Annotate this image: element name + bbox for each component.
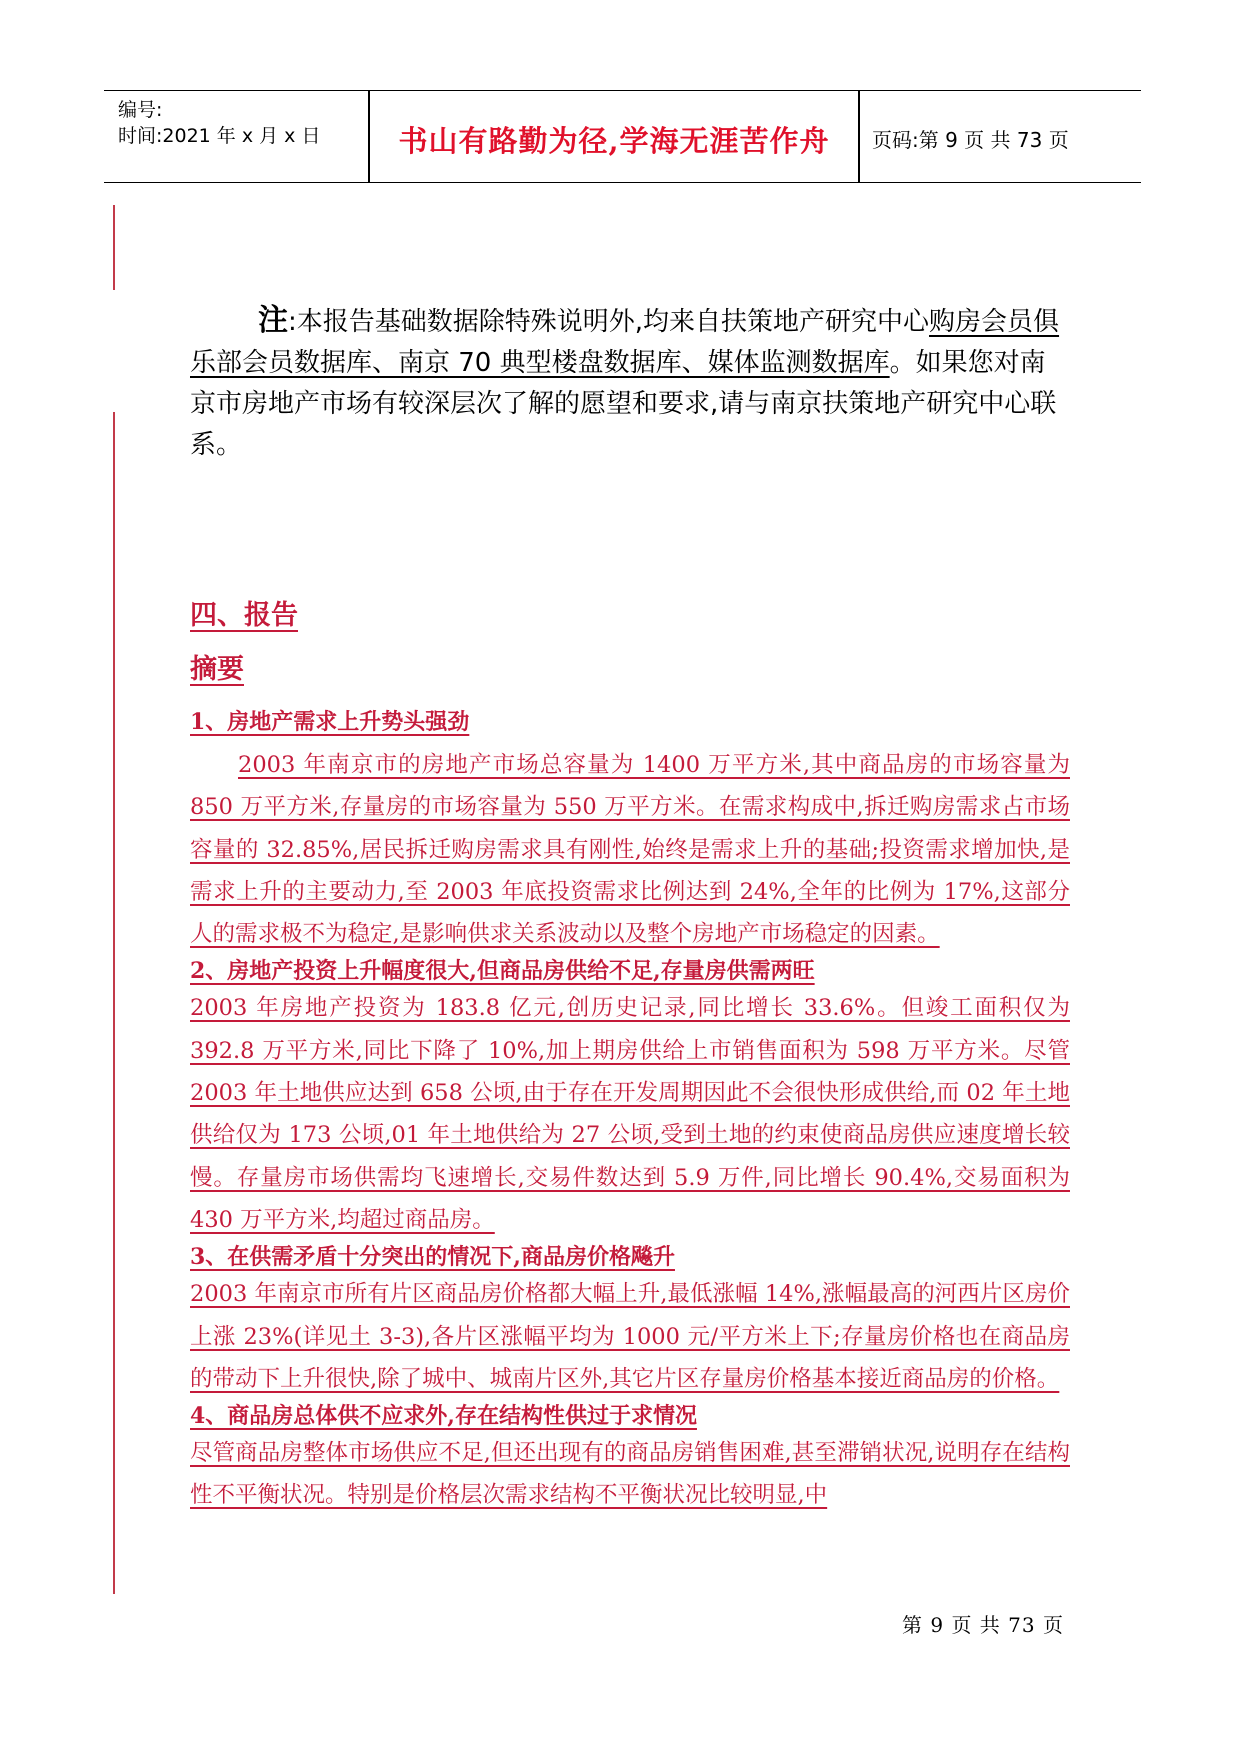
note-contact: 。如果您对南京市房地产市场有较深层次了解的愿望和要求,请与南京扶策地产研究中心联系。 (190, 348, 1057, 460)
note-text: :本报告基础数据除特殊说明外,均来自扶策地产研究中心 (288, 307, 930, 337)
note-mark: 注 (258, 303, 288, 338)
section-title: 四、报告 (190, 600, 298, 631)
header-number-label: 编号: (118, 99, 163, 121)
item-body: 2003 年南京市所有片区商品房价格都大幅上升,最低涨幅 14%,涨幅最高的河西片区房价上涨 23%(详见土 3-3),各片区涨幅平均为 1000 元/平方米上下;存量房价格也在商品房的带动下上升很快,除了城中、城南片区外,其它片区存量房价格基本接近商品房的价格。 (190, 1281, 1070, 1392)
item-body: 2003 年房地产投资为 183.8 亿元,创历史记录,同比增长 33.6%。但竣工面积仅为 392.8 万平方米,同比下降了 10%,加上期房供给上市销售面积为 598 万平方米。尽管 2003 年土地供应达到 658 公顷,由于存在开发周期因此不会很快形成供给,而 02 年土地供给仅为 173 公顷,01 年土地供给为 27 公顷,受到土地的约束使商品房供应速度增长较慢。存量房市场供需均飞速增长,交易件数达到 5.9 万件,同比增长 90.4%,交易面积为 430 万平方米,均超过商品房。 (190, 995, 1070, 1233)
page-header (104, 90, 1141, 183)
document-body (190, 300, 1070, 1517)
header-time-label: 时间:2021 年 x 月 x 日 (118, 125, 321, 147)
page-footer: 第 9 页 共 73 页 (902, 1613, 1064, 1637)
revision-margin-bar (113, 205, 115, 290)
header-divider (858, 91, 860, 182)
item-body: 尽管商品房整体市场供应不足,但还出现有的商品房销售困难,甚至滞销状况,说明存在结构性不平衡状况。特别是价格层次需求结构不平衡状况比较明显,中 (190, 1440, 1070, 1509)
header-meta (118, 97, 320, 149)
section-subtitle: 摘要 (190, 654, 244, 685)
item-heading: 1、房地产需求上升势头强劲 (190, 709, 470, 735)
header-divider (368, 91, 370, 182)
item-body: 2003 年南京市的房地产市场总容量为 1400 万平方米,其中商品房的市场容量为 850 万平方米,存量房的市场容量为 550 万平方米。在需求构成中,拆迁购房需求占市场容量的 32.85%,居民拆迁购房需求具有刚性,始终是需求上升的基础;投资需求增加快,是需求上升的主要动力,至 2003 年底投资需求比例达到 24%,全年的比例为 17%,这部分人的需求极不为稳定,是影响供求关系波动以及整个房地产市场稳定的因素。 (190, 752, 1070, 948)
item-heading: 4、商品房总体供不应求外,存在结构性供过于求情况 (190, 1403, 697, 1430)
header-page-label: 页码:第 9 页 共 73 页 (872, 128, 1069, 152)
note-databases: 购房会员俱乐部会员数据库、南京 70 典型楼盘数据库、媒体监测数据库 (190, 307, 1060, 378)
item-heading: 3、在供需矛盾十分突出的情况下,商品房价格飚升 (190, 1244, 675, 1271)
item-heading: 2、房地产投资上升幅度很大,但商品房供给不足,存量房供需两旺 (190, 958, 815, 985)
note-paragraph (190, 300, 1070, 466)
revision-margin-bar (113, 412, 115, 1594)
header-motto: 书山有路勤为径,学海无涯苦作舟 (398, 124, 830, 158)
